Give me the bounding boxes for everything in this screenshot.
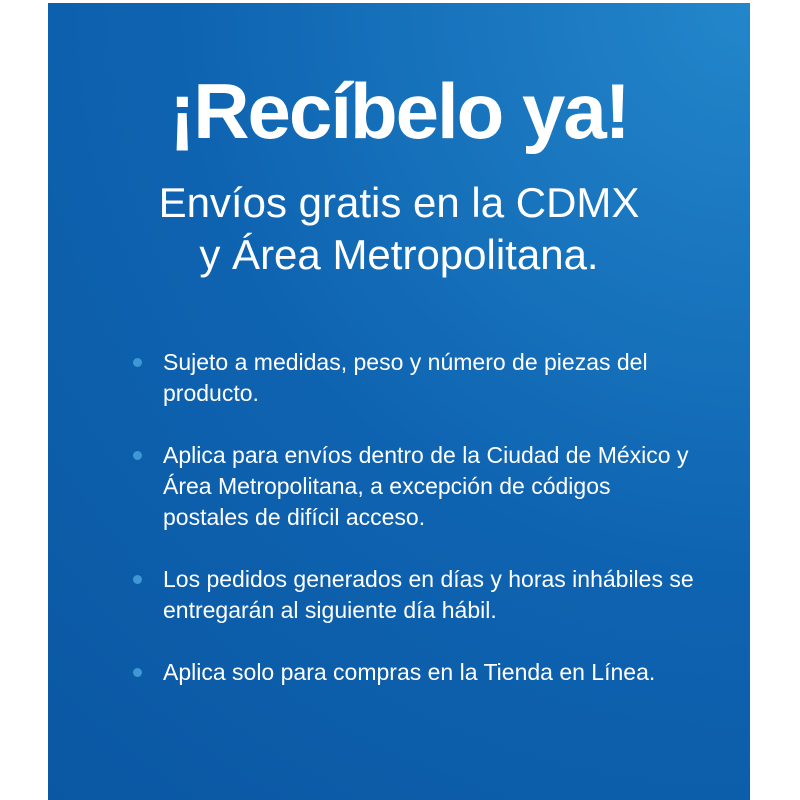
bullet-text-line: Sujeto a medidas, peso y número de piezas del <box>163 348 648 375</box>
bullet-text-line: entregarán al siguiente día hábil. <box>163 596 497 623</box>
promo-subtitle-line-1: Envíos gratis en la CDMX <box>158 178 640 226</box>
promo-banner <box>48 3 750 800</box>
bullet-dot-icon <box>133 668 142 677</box>
terms-bullet-list <box>48 347 750 688</box>
bullet-item <box>48 440 750 533</box>
promo-subtitle <box>48 177 750 281</box>
bullet-dot-icon <box>133 451 142 460</box>
bullet-text-line: postales de difícil acceso. <box>163 503 426 530</box>
bullet-item <box>48 347 750 409</box>
bullet-text-line: producto. <box>163 379 259 406</box>
bullet-text-line: Los pedidos generados en días y horas inhábiles se <box>163 565 694 592</box>
bullet-text-line: Aplica solo para compras en la Tienda en Línea. <box>163 658 656 685</box>
bullet-dot-icon <box>133 575 142 584</box>
bullet-text-line: Aplica para envíos dentro de la Ciudad de México y <box>163 441 689 468</box>
promo-title: ¡Recíbelo ya! <box>169 67 629 155</box>
bullet-dot-icon <box>133 358 142 367</box>
bullet-text-line: Área Metropolitana, a excepción de códigos <box>163 472 611 499</box>
promo-subtitle-line-2: y Área Metropolitana. <box>199 230 599 278</box>
bullet-item <box>48 564 750 626</box>
bullet-item <box>48 657 750 688</box>
